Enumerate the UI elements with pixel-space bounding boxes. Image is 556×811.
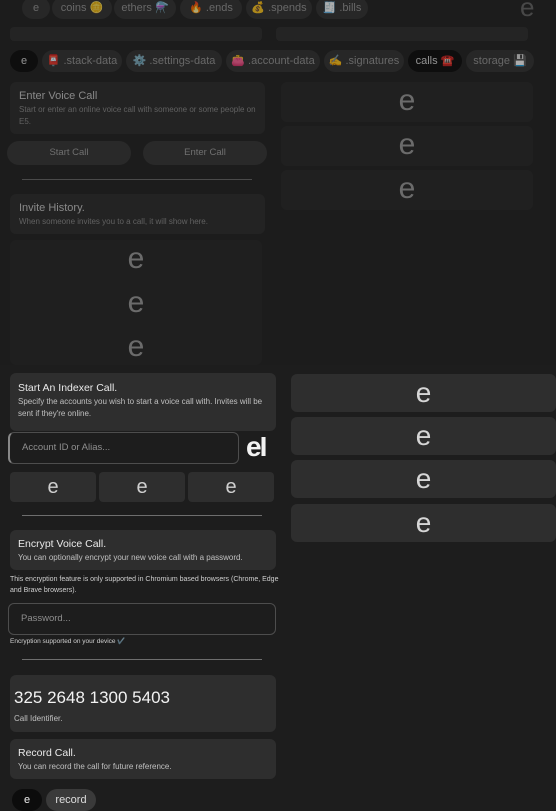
sub-tab-account-data[interactable]: 👛 .account-data — [226, 50, 320, 72]
right-bg-item — [281, 170, 533, 210]
voice-call-description: Start or enter an online voice call with someone or some people on E5. — [19, 105, 256, 126]
account-tile[interactable]: e — [188, 472, 274, 502]
top-tab-e[interactable]: e — [22, 0, 50, 19]
top-tab-spends[interactable]: 💰 .spends — [246, 0, 312, 19]
indexer-call-description: Specify the accounts you wish to start a voice call with. Invites will be sent if they're online. — [18, 397, 263, 418]
password-placeholder: Password... — [21, 613, 71, 624]
right-list-item[interactable]: e — [291, 417, 556, 455]
start-call-button[interactable]: Start Call — [7, 141, 131, 165]
record-call-description: You can record the call for future reference. — [18, 762, 172, 771]
enter-call-button[interactable]: Enter Call — [143, 141, 267, 165]
placeholder-glyph: e — [398, 128, 416, 161]
invite-list — [10, 240, 262, 365]
sub-tab-signatures[interactable]: ✍️ .signatures — [324, 50, 404, 72]
top-tab-bills[interactable]: 🧾 .bills — [316, 0, 368, 19]
divider — [22, 179, 252, 180]
sub-tab-settings-data[interactable]: ⚙️ .settings-data — [126, 50, 222, 72]
placeholder-glyph: e — [127, 330, 145, 363]
call-identifier-card — [10, 675, 276, 732]
sub-tab-stack-data[interactable]: 📮 .stack-data — [42, 50, 122, 72]
top-tab-ethers[interactable]: ethers ⚗️ — [114, 0, 176, 19]
account-id-placeholder: Account ID or Alias... — [22, 442, 111, 453]
placeholder-glyph: e — [398, 172, 416, 205]
invite-history-card — [10, 194, 265, 234]
top-tab-coins[interactable]: coins 🪙 — [52, 0, 112, 19]
encryption-support-status: Encryption supported on your device ✔️ — [10, 638, 126, 645]
sub-tab-e[interactable]: e — [10, 50, 38, 72]
placeholder-glyph: e — [127, 286, 145, 319]
background-page — [0, 0, 556, 365]
right-list-item[interactable]: e — [291, 460, 556, 498]
password-input[interactable] — [8, 603, 276, 635]
placeholder-glyph: e — [127, 242, 145, 275]
voice-call-title: Enter Voice Call — [19, 90, 98, 102]
top-tab-ends[interactable]: 🔥 .ends — [180, 0, 242, 19]
e5-logo: eI — [246, 431, 266, 462]
sub-tab-storage[interactable]: storage 💾 — [466, 50, 534, 72]
encryption-notice: This encryption feature is only supported in Chromium based browsers (Chrome, Edge and Brave browsers). — [10, 576, 279, 594]
record-toggle-on[interactable]: record — [46, 789, 96, 811]
divider — [22, 515, 262, 516]
sub-tab-calls[interactable]: calls ☎️ — [408, 50, 462, 72]
encrypt-call-card — [10, 530, 276, 570]
record-call-title: Record Call. — [18, 747, 76, 759]
indexer-call-card — [10, 373, 276, 431]
record-toggle-off[interactable]: e — [12, 789, 42, 811]
account-id-input[interactable] — [8, 432, 239, 464]
account-tile[interactable]: e — [10, 472, 96, 502]
top-corner-logo: e — [520, 0, 535, 22]
encrypt-call-title: Encrypt Voice Call. — [18, 538, 107, 550]
right-list-item[interactable]: e — [291, 374, 556, 412]
right-list-item[interactable]: e — [291, 504, 556, 542]
record-call-card — [10, 739, 276, 779]
call-identifier-value: 325 2648 1300 5403 — [14, 688, 170, 707]
indexer-call-title: Start An Indexer Call. — [18, 382, 118, 394]
call-identifier-label: Call Identifier. — [14, 714, 63, 723]
header-strip-right — [276, 27, 528, 41]
invite-history-title: Invite History. — [19, 202, 85, 214]
right-bg-item — [281, 126, 533, 166]
encrypt-call-description: You can optionally encrypt your new voice call with a password. — [18, 553, 243, 562]
account-tile[interactable]: e — [99, 472, 185, 502]
divider — [22, 659, 262, 660]
invite-history-description: When someone invites you to a call, it will show here. — [19, 217, 208, 226]
placeholder-glyph: e — [398, 84, 416, 117]
voice-call-card — [10, 82, 265, 134]
header-strip-left — [10, 27, 262, 41]
right-bg-item — [281, 82, 533, 122]
